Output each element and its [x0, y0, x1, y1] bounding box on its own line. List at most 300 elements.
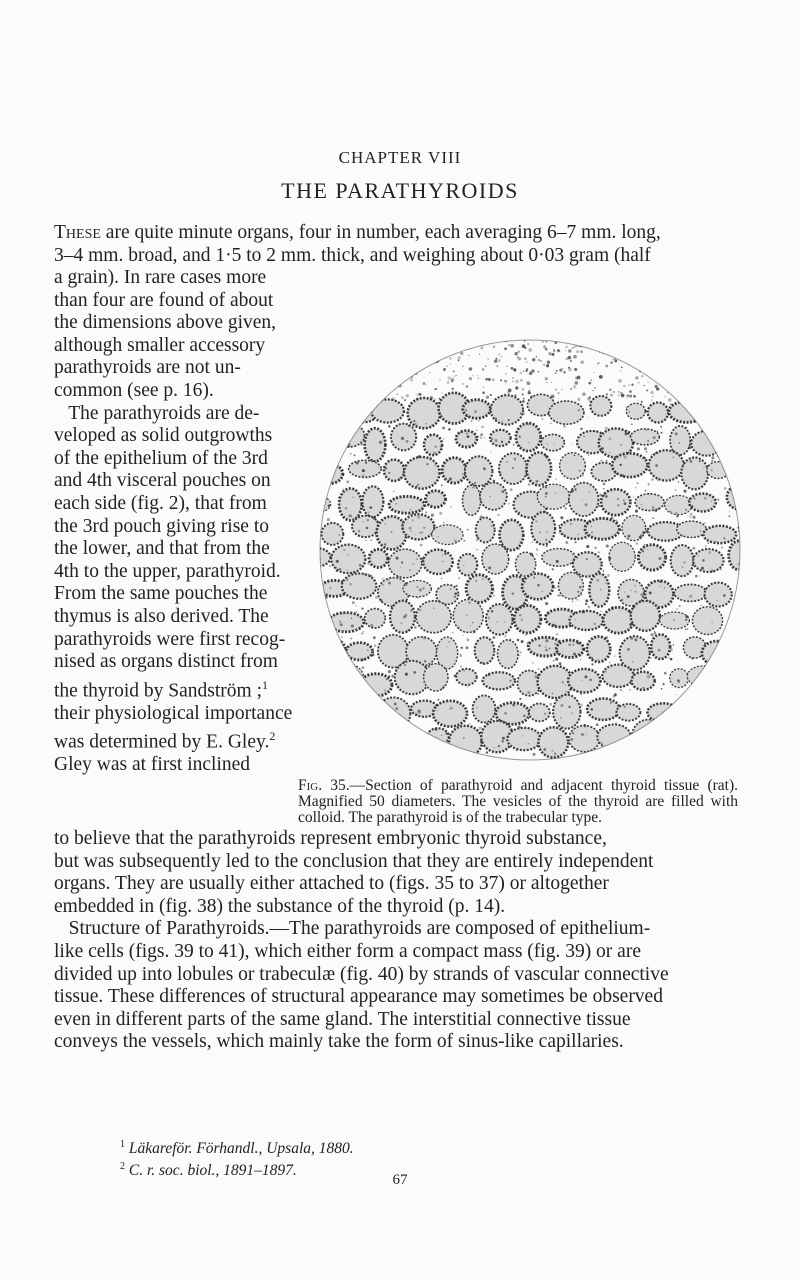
stroma-dot: [315, 502, 317, 504]
stroma-dot: [350, 679, 353, 682]
thyroid-vesicle: [677, 521, 707, 537]
parathyroid-cell: [610, 361, 613, 364]
stroma-dot: [423, 637, 426, 640]
parathyroid-cell: [546, 382, 548, 384]
parathyroid-cell: [671, 364, 672, 365]
stroma-dot: [488, 567, 491, 570]
parathyroid-cell: [674, 363, 678, 367]
stroma-dot: [370, 575, 373, 578]
stroma-dot: [330, 764, 331, 765]
parathyroid-cell: [616, 341, 618, 343]
stroma-dot: [475, 549, 477, 551]
stroma-dot: [421, 558, 424, 561]
stroma-dot: [715, 717, 717, 719]
parathyroid-cell: [536, 356, 537, 357]
stroma-dot: [477, 549, 478, 550]
stroma-dot: [336, 560, 339, 563]
stroma-dot: [678, 718, 680, 720]
stroma-dot: [337, 524, 338, 525]
line-text: 3–4 mm. broad, and 1·5 to 2 mm. thick, and weighing about 0·03 gram (half: [54, 244, 651, 266]
stroma-dot: [394, 703, 397, 706]
stroma-dot: [749, 738, 751, 740]
stroma-dot: [388, 582, 391, 585]
stroma-dot: [574, 488, 576, 490]
stroma-dot: [345, 673, 347, 675]
stroma-dot: [655, 464, 658, 467]
stroma-dot: [563, 534, 565, 536]
thyroid-vesicle: [424, 435, 442, 456]
stroma-dot: [728, 515, 730, 517]
thyroid-vesicle: [349, 460, 382, 477]
stroma-dot: [495, 418, 498, 421]
parathyroid-cell: [390, 353, 393, 356]
thyroid-vesicle: [342, 573, 377, 598]
stroma-dot: [552, 568, 554, 570]
stroma-dot: [493, 595, 495, 597]
stroma-dot: [553, 660, 554, 661]
stroma-dot: [700, 605, 701, 606]
stroma-dot: [632, 661, 634, 663]
parathyroid-cell: [555, 372, 556, 373]
stroma-dot: [454, 539, 457, 542]
stroma-dot: [585, 599, 588, 602]
parathyroid-cell: [431, 342, 435, 346]
stroma-dot: [380, 599, 383, 602]
parathyroid-cell: [404, 399, 406, 401]
stroma-dot: [741, 555, 743, 557]
thyroid-vesicle: [322, 523, 344, 545]
stroma-dot: [729, 668, 730, 669]
stroma-dot: [635, 487, 636, 488]
stroma-dot: [412, 519, 414, 521]
thyroid-vesicle: [707, 462, 729, 479]
thyroid-vesicle: [404, 457, 440, 489]
stroma-dot: [533, 577, 535, 579]
parathyroid-cell: [514, 352, 517, 355]
stroma-dot: [507, 736, 509, 738]
parathyroid-cell: [674, 374, 675, 375]
stroma-dot: [437, 724, 438, 725]
stroma-dot: [649, 591, 652, 594]
stroma-dot: [661, 432, 663, 434]
text-line: organs. They are usually either attached to (figs. 35 to 37) or altogether: [54, 873, 609, 895]
thyroid-vesicle: [321, 404, 342, 425]
stroma-dot: [376, 520, 379, 523]
thyroid-vesicle: [616, 704, 640, 721]
stroma-dot: [370, 539, 372, 541]
stroma-dot: [725, 469, 726, 470]
stroma-dot: [398, 459, 400, 461]
stroma-dot: [572, 444, 573, 445]
stroma-dot: [705, 643, 707, 645]
stroma-dot: [676, 608, 678, 610]
stroma-dot: [679, 705, 680, 706]
parathyroid-cell: [458, 359, 460, 361]
stroma-dot: [480, 515, 483, 518]
stroma-dot: [520, 412, 522, 414]
stroma-dot: [324, 481, 326, 483]
stroma-dot: [311, 523, 312, 524]
stroma-dot: [585, 734, 587, 736]
parathyroid-cell: [485, 366, 486, 367]
stroma-dot: [354, 454, 356, 456]
stroma-dot: [435, 728, 438, 731]
stroma-dot: [446, 646, 447, 647]
parathyroid-cell: [494, 360, 497, 363]
stroma-dot: [658, 649, 661, 652]
stroma-dot: [320, 639, 323, 642]
stroma-dot: [382, 452, 384, 454]
stroma-dot: [463, 540, 465, 542]
parathyroid-cell: [551, 353, 554, 356]
stroma-dot: [493, 480, 496, 483]
stroma-dot: [466, 646, 469, 649]
stroma-dot: [490, 496, 492, 498]
stroma-dot: [598, 551, 600, 553]
stroma-dot: [399, 718, 402, 721]
stroma-dot: [322, 674, 323, 675]
stroma-dot: [558, 525, 560, 527]
parathyroid-cell: [568, 368, 571, 371]
thyroid-vesicle: [671, 545, 694, 576]
thyroid-vesicle: [309, 430, 334, 447]
text-line: [54, 674, 299, 703]
parathyroid-cell: [523, 398, 525, 400]
stroma-dot: [518, 512, 520, 514]
parathyroid-cell: [398, 366, 400, 368]
micrograph-illustration: [308, 300, 753, 775]
stroma-dot: [474, 482, 476, 484]
stroma-dot: [640, 534, 643, 537]
stroma-dot: [433, 607, 435, 609]
parathyroid-cell: [527, 343, 529, 345]
stroma-dot: [684, 490, 687, 493]
thyroid-vesicle: [514, 605, 541, 633]
parathyroid-cell: [510, 344, 514, 348]
parathyroid-cell: [573, 355, 577, 359]
stroma-dot: [504, 621, 506, 623]
parathyroid-cell: [420, 356, 422, 358]
stroma-dot: [401, 562, 403, 564]
stroma-dot: [338, 732, 341, 735]
parathyroid-cell: [663, 363, 666, 366]
narrow-column: [54, 267, 299, 777]
stroma-dot: [676, 718, 678, 720]
stroma-dot: [400, 622, 402, 624]
parathyroid-cell: [531, 369, 534, 372]
parathyroid-cell: [594, 387, 596, 389]
stroma-dot: [675, 726, 678, 729]
stroma-dot: [688, 500, 689, 501]
stroma-dot: [741, 620, 743, 622]
parathyroid-cell: [629, 390, 632, 393]
stroma-dot: [323, 673, 326, 676]
stroma-dot: [646, 429, 647, 430]
stroma-dot: [519, 445, 521, 447]
stroma-dot: [627, 648, 630, 651]
stroma-dot: [443, 685, 445, 687]
stroma-dot: [624, 456, 627, 459]
stroma-dot: [585, 675, 588, 678]
parathyroid-cell: [419, 339, 422, 342]
stroma-dot: [617, 504, 619, 506]
stroma-dot: [428, 667, 429, 668]
page-number: 67: [392, 1172, 408, 1188]
stroma-dot: [374, 644, 377, 647]
parathyroid-cell: [627, 394, 630, 397]
parathyroid-cell: [418, 352, 421, 355]
parathyroid-cell: [462, 365, 464, 367]
stroma-dot: [581, 680, 582, 681]
stroma-dot: [452, 632, 453, 633]
stroma-dot: [328, 504, 331, 507]
thyroid-vesicle: [692, 607, 722, 635]
parathyroid-cell: [492, 378, 495, 381]
stroma-dot: [309, 716, 311, 718]
stroma-dot: [674, 489, 676, 491]
text-line: the lower, and that from the: [54, 538, 270, 560]
stroma-dot: [619, 464, 621, 466]
stroma-dot: [581, 733, 584, 736]
parathyroid-cell: [482, 368, 485, 371]
parathyroid-cell: [487, 358, 489, 360]
stroma-dot: [616, 709, 618, 711]
stroma-dot: [410, 509, 411, 510]
stroma-dot: [700, 690, 702, 692]
stroma-dot: [310, 728, 313, 731]
stroma-dot: [580, 704, 583, 707]
stroma-dot: [647, 549, 648, 550]
stroma-dot: [370, 716, 373, 719]
stroma-dot: [585, 603, 587, 605]
stroma-dot: [309, 432, 311, 434]
stroma-dot: [418, 455, 421, 458]
parathyroid-cell: [517, 356, 519, 358]
stroma-dot: [451, 706, 453, 708]
stroma-dot: [480, 433, 483, 436]
parathyroid-cell: [538, 371, 540, 373]
stroma-dot: [633, 606, 635, 608]
stroma-dot: [437, 536, 438, 537]
stroma-dot: [682, 702, 683, 703]
parathyroid-cell: [387, 381, 390, 384]
stroma-dot: [574, 455, 576, 457]
stroma-dot: [434, 465, 435, 466]
stroma-dot: [689, 460, 692, 463]
stroma-dot: [623, 500, 625, 502]
stroma-dot: [594, 603, 596, 605]
parathyroid-cell: [424, 341, 426, 343]
parathyroid-cell: [618, 379, 622, 383]
thyroid-vesicle: [390, 601, 415, 633]
stroma-dot: [742, 441, 744, 443]
stroma-dot: [510, 638, 511, 639]
parathyroid-cell: [400, 351, 401, 352]
stroma-dot: [737, 463, 738, 464]
thyroid-vesicle: [308, 611, 329, 633]
thyroid-vesicle: [631, 601, 660, 631]
parathyroid-cell: [528, 348, 532, 352]
stroma-dot: [458, 577, 460, 579]
stroma-dot: [698, 555, 699, 556]
parathyroid-cell: [620, 370, 621, 371]
parathyroid-cell: [462, 383, 464, 385]
stroma-dot: [745, 409, 748, 412]
thyroid-vesicle: [369, 549, 388, 567]
parathyroid-cell: [618, 391, 619, 392]
stroma-dot: [516, 577, 517, 578]
stroma-dot: [470, 625, 471, 626]
line-text: the thyroid by Sandström ;: [54, 680, 262, 702]
stroma-dot: [560, 516, 563, 519]
stroma-dot: [519, 655, 521, 657]
stroma-dot: [384, 768, 386, 770]
stroma-dot: [337, 452, 339, 454]
thyroid-vesicle: [702, 641, 731, 665]
stroma-dot: [510, 488, 513, 491]
stroma-dot: [492, 636, 495, 639]
thyroid-vesicle: [308, 671, 323, 688]
stroma-dot: [747, 513, 750, 516]
stroma-dot: [338, 497, 340, 499]
thyroid-vesicle: [707, 400, 733, 416]
parathyroid-cell: [522, 400, 525, 403]
stroma-dot: [562, 576, 563, 577]
parathyroid-cell: [629, 384, 630, 385]
stroma-dot: [568, 610, 570, 612]
parathyroid-cell: [568, 356, 571, 359]
parathyroid-cell: [449, 363, 451, 365]
parathyroid-cell: [420, 358, 423, 361]
parathyroid-cell: [427, 350, 429, 352]
stroma-dot: [701, 713, 703, 715]
parathyroid-cell: [512, 377, 513, 378]
stroma-dot: [535, 480, 538, 483]
stroma-dot: [580, 659, 581, 660]
stroma-dot: [388, 472, 390, 474]
thyroid-vesicle: [649, 450, 684, 480]
stroma-dot: [448, 641, 450, 643]
stroma-dot: [512, 467, 514, 469]
thyroid-vesicle: [537, 484, 569, 509]
parathyroid-cell: [386, 374, 389, 377]
stroma-dot: [514, 458, 516, 460]
stroma-dot: [371, 735, 372, 736]
stroma-dot: [437, 699, 439, 701]
stroma-dot: [493, 747, 494, 748]
stroma-dot: [528, 483, 530, 485]
stroma-dot: [440, 413, 441, 414]
stroma-dot: [620, 689, 622, 691]
stroma-dot: [344, 423, 347, 426]
stroma-dot: [488, 617, 490, 619]
stroma-dot: [478, 436, 479, 437]
stroma-dot: [676, 765, 678, 767]
stroma-dot: [654, 632, 657, 635]
stroma-dot: [476, 707, 477, 708]
stroma-dot: [545, 649, 548, 652]
thyroid-vesicle: [527, 452, 552, 485]
stroma-dot: [362, 631, 364, 633]
thyroid-vesicle: [704, 702, 731, 726]
thyroid-vesicle: [486, 604, 513, 635]
stroma-dot: [696, 712, 698, 714]
stroma-dot: [584, 726, 586, 728]
stroma-dot: [336, 413, 339, 416]
stroma-dot: [543, 748, 546, 751]
parathyroid-cell: [430, 342, 431, 343]
stroma-dot: [444, 552, 447, 555]
parathyroid-cell: [512, 381, 513, 382]
thyroid-vesicle: [449, 726, 482, 757]
stroma-dot: [546, 613, 548, 615]
text-line: the 3rd pouch giving rise to: [54, 515, 270, 537]
stroma-dot: [638, 746, 639, 747]
stroma-dot: [748, 625, 751, 628]
thyroid-vesicle: [585, 518, 619, 539]
stroma-dot: [685, 628, 687, 630]
stroma-dot: [382, 584, 384, 586]
stroma-dot: [362, 521, 363, 522]
text-line: nised as organs distinct from: [54, 651, 278, 673]
stroma-dot: [565, 732, 567, 734]
stroma-dot: [388, 670, 391, 673]
parathyroid-cell: [657, 344, 658, 345]
stroma-dot: [407, 766, 409, 768]
parathyroid-cell: [593, 390, 594, 391]
parathyroid-cell: [670, 404, 671, 405]
thyroid-vesicle: [308, 722, 328, 751]
stroma-dot: [644, 457, 646, 459]
stroma-dot: [598, 505, 600, 507]
parathyroid-cell: [469, 367, 473, 371]
stroma-dot: [317, 562, 320, 565]
stroma-dot: [565, 507, 567, 509]
stroma-dot: [450, 506, 451, 507]
parathyroid-cell: [483, 340, 485, 342]
stroma-dot: [413, 611, 414, 612]
stroma-dot: [707, 465, 709, 467]
chapter-title: THE PARATHYROIDS: [281, 178, 519, 203]
parathyroid-cell: [613, 391, 615, 393]
stroma-dot: [536, 554, 537, 555]
parathyroid-cell: [573, 385, 576, 388]
stroma-dot: [652, 640, 653, 641]
parathyroid-cell: [446, 365, 448, 367]
parathyroid-cell: [478, 378, 479, 379]
stroma-dot: [545, 486, 547, 488]
stroma-dot: [356, 461, 359, 464]
stroma-dot: [318, 764, 320, 766]
stroma-dot: [481, 426, 484, 429]
parathyroid-cell: [609, 388, 612, 391]
stroma-dot: [562, 651, 563, 652]
parathyroid-cell: [384, 362, 387, 365]
stroma-dot: [652, 766, 654, 768]
stroma-dot: [561, 681, 564, 684]
stroma-dot: [736, 721, 739, 724]
parathyroid-cell: [577, 398, 580, 401]
stroma-dot: [367, 650, 369, 652]
stroma-dot: [363, 725, 364, 726]
stroma-dot: [346, 480, 349, 483]
stroma-dot: [704, 522, 706, 524]
thyroid-vesicle: [697, 728, 720, 753]
stroma-dot: [342, 670, 344, 672]
thyroid-vesicle: [665, 495, 693, 514]
stroma-dot: [309, 575, 311, 577]
stroma-dot: [445, 732, 447, 734]
